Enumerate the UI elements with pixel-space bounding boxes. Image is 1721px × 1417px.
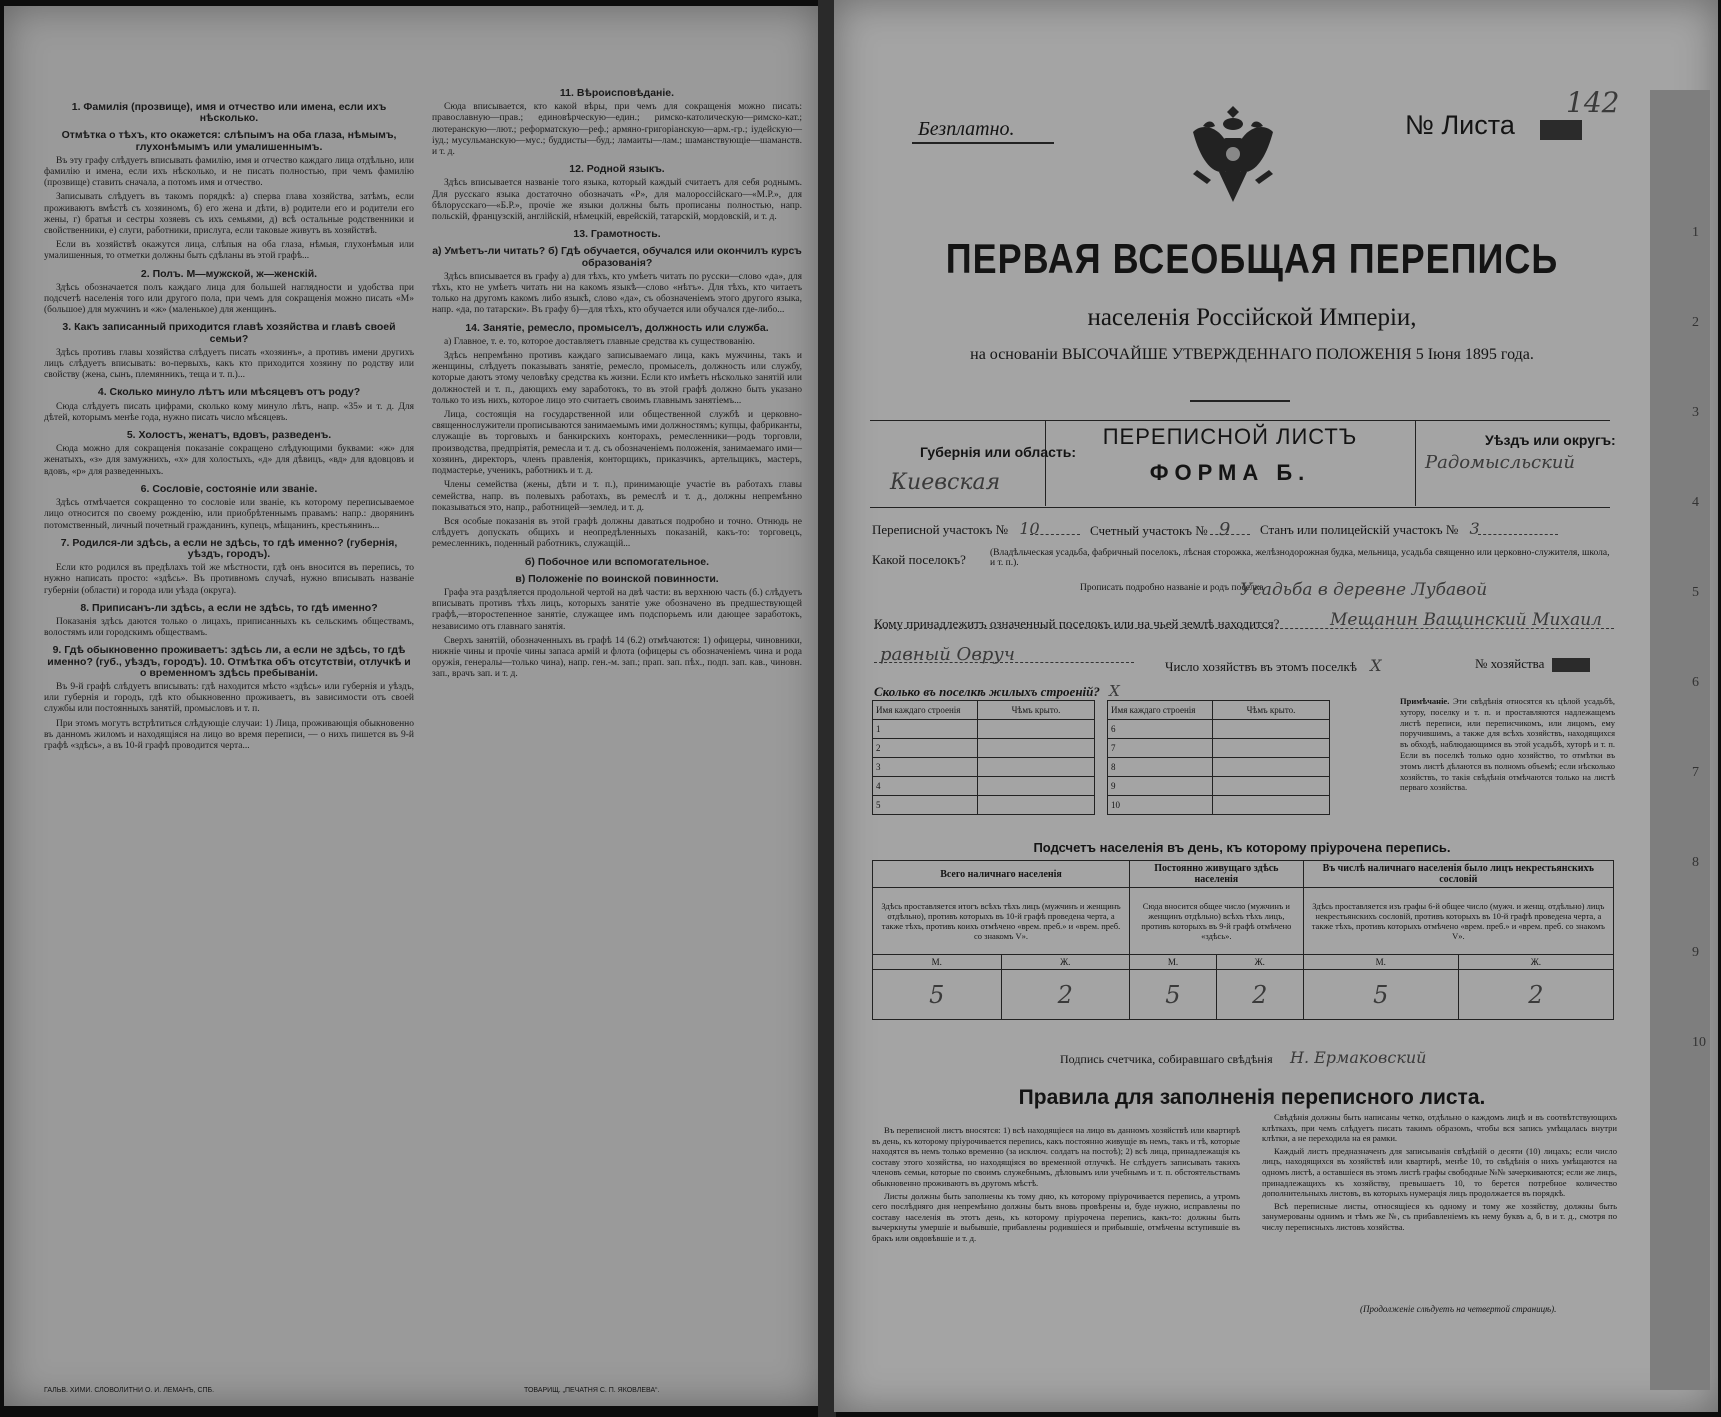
house-no: 4 bbox=[873, 777, 978, 796]
left-page bbox=[4, 6, 820, 1406]
underlying-page-edge bbox=[1650, 90, 1710, 1390]
signature-value: Н. Ермаковский bbox=[1290, 1048, 1427, 1067]
instruction-heading: 4. Сколько минуло лѣтъ или мѣсяцевъ отъ роду? bbox=[97, 386, 361, 399]
calc-header-non-peasant: Въ числѣ наличнаго населенія было лицъ некрестьянскихъ сословій bbox=[1303, 861, 1613, 888]
instruction-paragraph: Здѣсь вписывается въ графу а) для тѣхъ, кто умѣетъ читать по русски—слово «да», для тѣхъ, кто не умѣетъ читать ни на какомъ языкѣ—слово «нѣтъ». Для тѣхъ, кто читаетъ только на другомъ какомъ либо языкѣ, слово «да», съ обозначеніемъ этого другого языка, напр. «да, по татарски». Въ графу б)—для тѣхъ, кто обучается или обучался где-либо... bbox=[432, 271, 802, 316]
title-divider bbox=[1190, 400, 1290, 402]
house-roof bbox=[978, 796, 1095, 815]
house-no: 9 bbox=[1108, 777, 1213, 796]
calc-header-total: Всего наличнаго населенія bbox=[873, 861, 1130, 888]
instruction-heading: Отмѣтка о тѣхъ, кто окажется: слѣпымъ на оба глаза, нѣмымъ, глухонѣмымъ или умалишеннымъ. bbox=[61, 129, 397, 153]
instruction-paragraph: Члены семейства (жены, дѣти и т. п.), принимающіе участіе въ работахъ главы семейства, напр. въ полевыхъ работахъ, въ ремеслѣ и т. д., должны непремѣнно показываться это, напр., работницей—землед. и т. д. bbox=[432, 480, 802, 513]
resident-male-value: 5 bbox=[1130, 970, 1217, 1020]
instruction-paragraph: Сверхъ занятій, обозначенныхъ въ графѣ 14 (6.2) отмѣчаются: 1) офицеры, чиновники, нижніе чины и прочіе чины запаса армій и флота (офицеры съ обозначеніемъ чина и рода оружія, генералы—только чина), напр. ген.-м. зап.; прап. зап. пѣх., подп. зап. кав., чиновн. зап., врачъ зап. и т. д. bbox=[432, 635, 802, 680]
owner-value-2: равный Овруч bbox=[880, 644, 1015, 665]
house-roof bbox=[1213, 777, 1330, 796]
male-label: М. bbox=[873, 955, 1002, 970]
printer-footer-left: ГАЛЬВ. ХИМИ. СЛОВОЛИТНИ О. И. ЛЕМАНЪ, СПБ. bbox=[44, 1387, 215, 1394]
total-male-value: 5 bbox=[873, 970, 1002, 1020]
non-peasant-male-value: 5 bbox=[1303, 970, 1458, 1020]
houses-gap bbox=[1095, 796, 1108, 815]
male-label: М. bbox=[1130, 955, 1217, 970]
owner-label: Кому принадлежитъ означенный поселокъ или на чьей землѣ находится? bbox=[874, 616, 1280, 631]
house-roof bbox=[978, 720, 1095, 739]
house-roof bbox=[978, 777, 1095, 796]
underline bbox=[874, 662, 1134, 663]
instruction-paragraph: Записывать слѣдуетъ въ такомъ порядкѣ: а) сперва глава хозяйства, затѣмъ, если проживаютъ вмѣстѣ съ хозяиномъ, б) его жена и дѣти, в) родители его и родители его жены, г) братья и сестры хозяевъ съ ихъ семьями, д) всѣ остальные родственники и свойственники, е) слуги, работники, прислуга, если таковые живутъ въ хозяйствѣ. bbox=[44, 192, 414, 237]
census-district-field bbox=[872, 519, 1040, 538]
instruction-heading: 8. Приписанъ-ли здѣсь, а если не здѣсь, то гдѣ именно? bbox=[80, 601, 378, 614]
edge-row-number: 6 bbox=[1692, 675, 1699, 690]
subtitle-decree: на основаніи ВЫСОЧАЙШЕ УТВЕРЖДЕННАГО ПОЛОЖЕНІЯ 5 Іюня 1895 года. bbox=[970, 346, 1534, 363]
non-peasant-female-value: 2 bbox=[1458, 970, 1613, 1020]
main-title: ПЕРВАЯ ВСЕОБЩАЯ ПЕРЕПИСЬ bbox=[945, 234, 1559, 282]
instruction-paragraph: Въ эту графу слѣдуетъ вписывать фамилію, имя и отчество каждаго лица отдѣльно, или фамилію и имена, если ихъ нѣсколько, и не писать полностью, при чемъ фамилію (прозвище) ставить сначала, а потомъ имя и отчество. bbox=[44, 155, 414, 189]
edge-row-number: 4 bbox=[1692, 495, 1699, 510]
houses-gap bbox=[1095, 777, 1108, 796]
instruction-paragraph: Если въ хозяйствѣ окажутся лица, слѣпыя на оба глаза, нѣмыя, глухонѣмыя или умалишенныя, то отметки должны быть сдѣланы въ этой графѣ... bbox=[44, 240, 414, 262]
population-count-title: Подсчетъ населенія въ день, къ которому пріурочена перепись. bbox=[1033, 840, 1451, 855]
instruction-heading: 13. Грамотность. bbox=[573, 228, 661, 241]
house-no: 8 bbox=[1108, 758, 1213, 777]
sheet-number-stamp bbox=[1540, 120, 1582, 140]
houses-header-a: Имя каждаго строенія bbox=[1108, 701, 1213, 720]
instruction-paragraph: Если кто родился въ предѣлахъ той же мѣстности, гдѣ онъ вносится въ перепись, то нужно написать просто: «здѣсь». Въ противномъ случаѣ, нужно вписывать названіе губерніи (области) и города или уѣзда (округа). bbox=[44, 563, 414, 596]
instruction-paragraph: Графа эта раздѣляется продольной чертой на двѣ части: въ верхнюю часть (б.) слѣдуетъ вписывать противъ тѣхъ лицъ, которыхъ занятіе уже обозначено въ предшествующей графѣ,—второстепенное занятіе, служащее имъ подспорьемъ или дающее заработокъ, независимо отъ главнаго занятія. bbox=[432, 587, 802, 632]
farms-count-value: X bbox=[1370, 656, 1382, 675]
houses-gap bbox=[1095, 701, 1108, 720]
rules-paragraph: Свѣдѣнія должны быть написаны четко, отдѣльно о каждомъ лицѣ и въ соотвѣтствующихъ клѣткахъ, при чемъ слѣдуетъ писать такимъ образомъ, чтобы вся запись умѣщалась внутри клѣтки, а не переходила на ея рамки. bbox=[1262, 1112, 1617, 1144]
header-divider-right bbox=[1415, 420, 1416, 506]
rules-paragraph: Всѣ переписные листы, относящіеся къ одному и тому же хозяйству, должны быть занумерованы однимъ и тѣмъ же №, съ прибавленіемъ къ нему буквъ а, б, в и т. д., смотря по числу переписныхъ листовъ хозяйства. bbox=[1262, 1200, 1617, 1232]
free-underline bbox=[912, 142, 1054, 144]
instruction-heading: 9. Гдѣ обыкновенно проживаетъ: здѣсь ли, а если не здѣсь, то гдѣ именно? (губ., уѣздъ, городъ). 10. Отмѣтка объ отсутствіи, отлучкѣ и о временномъ здѣсь пребываніи. bbox=[47, 644, 411, 679]
instruction-heading: 7. Родился-ли здѣсь, а если не здѣсь, то гдѣ именно? (губернія, уѣздъ, городъ). bbox=[60, 536, 398, 560]
house-no: 5 bbox=[873, 796, 978, 815]
farms-count-label: Число хозяйствъ въ этомъ поселкѣ bbox=[1165, 659, 1357, 674]
settlement-value: Усадьба в деревне Лубавой bbox=[1240, 580, 1488, 600]
calc-desc-total: Здѣсь проставляется итогъ всѣхъ тѣхъ лицъ (мужчинъ и женщинъ отдѣльно), противъ которыхъ въ 10-й графѣ проведена черта, а также тѣхъ, противъ коихъ отмѣчено «врем. преб.» и «врем. преб. со знакомъ V». bbox=[873, 888, 1130, 955]
stan-label: Станъ или полицейскій участокъ № bbox=[1260, 522, 1459, 537]
settlement-hint: (Владѣльческая усадьба, фабричный поселокъ, лѣсная сторожка, желѣзнодорожная будка, мельница, усадьба священно или церковно-служителя, школа, и т. п.). bbox=[990, 548, 1610, 568]
houses-gap bbox=[1095, 739, 1108, 758]
instruction-heading: 3. Какъ записанный приходится главѣ хозяйства и главѣ своей семьи? bbox=[62, 321, 396, 345]
underline bbox=[1030, 534, 1080, 535]
instruction-paragraph: Показанія здѣсь даются только о лицахъ, приписанныхъ къ сельскимъ обществамъ, волостямъ или городскимъ обществамъ. bbox=[44, 616, 414, 639]
house-no: 1 bbox=[873, 720, 978, 739]
female-label: Ж. bbox=[1001, 955, 1130, 970]
houses-gap bbox=[1095, 720, 1108, 739]
underline bbox=[1210, 534, 1250, 535]
male-label: М. bbox=[1303, 955, 1458, 970]
census-district-label: Переписной участокъ № bbox=[872, 522, 1009, 537]
instructions-column-2 bbox=[432, 82, 802, 684]
instruction-heading: 6. Сословіе, состояніе или званіе. bbox=[140, 482, 318, 495]
note-text: Эти свѣдѣнія относятся къ цѣлой усадьбѣ, хутору, поселку и т. п. и проставляются надлежащемъ листѣ переписи, или переписчикомъ, или лицомъ, ему поручившимъ, а также для всѣхъ хозяйствъ, находящихся въ обходѣ, наблюдающимся въ этой усадьбѣ, хуторѣ и т. п. Если въ поселкѣ только одно хозяйство, то отмѣтки въ этомъ листѣ дѣлаются въ полномъ объемѣ; если нѣсколько хозяйствъ, то такія свѣдѣнія отмѣчаются только на листѣ перваго хозяйства. bbox=[1400, 696, 1616, 793]
edge-row-number: 1 bbox=[1692, 225, 1699, 240]
house-roof bbox=[1213, 720, 1330, 739]
houses-gap bbox=[1095, 758, 1108, 777]
count-district-label: Счетный участокъ № bbox=[1090, 523, 1208, 538]
houses-header-b: Чѣмъ крыто. bbox=[1213, 701, 1330, 720]
resident-female-value: 2 bbox=[1216, 970, 1303, 1020]
rules-paragraph: Въ переписной листъ вносятся: 1) всѣ находящіеся на лицо въ данномъ хозяйствѣ или квартирѣ въ день, къ которому пріурочивается перепись, какъ постоянно живущіе въ немъ, такъ и тѣ, которые находятся въ немъ только временно (за исключ. солдатъ на постоѣ); 2) всѣ лица, принадлежащія къ составу этого хозяйства, но находящіяся во временной отлучкѣ. Не слѣдуетъ записывать такихъ членовъ семьи, которые по своимъ служебнымъ, дѣловымъ или учебнымъ и т. п. обстоятельствамъ обыкновенно проживаютъ въ другомъ мѣстѣ. bbox=[872, 1125, 1240, 1188]
form-title: ПЕРЕПИСНОЙ ЛИСТЪ bbox=[1102, 424, 1358, 449]
instruction-paragraph: Вся особые показанія въ этой графѣ должны даваться подробно и точно. Отнюдь не слѣдуетъ допускать общихъ и неопредѣленныхъ показаній, какъ-то: торговецъ, ремесленникъ, поденный работникъ, служащій... bbox=[432, 516, 802, 550]
house-no: 10 bbox=[1108, 796, 1213, 815]
instruction-paragraph: Сюда можно для сокращенія показаніе сокращено слѣдующими буквами: «ж» для женатыхъ, «з» для замужнихъ, «х» для холостыхъ, «д» для дѣвицъ, «вд» для вдовцовъ и вдовъ, «р» для разведенныхъ. bbox=[44, 444, 414, 477]
rules-paragraph: Листы должны быть заполнены къ тому дню, къ которому пріурочивается перепись, а утромъ сего послѣдняго дня непремѣнно должны быть вновь провѣрены и, буде нужно, исправлены по составу населенія въ этотъ день, къ которому пріурочена перепись, какъ-то: должны быть вычеркнуты умершіе и выбывшіе, прибавлены родившіеся и прибывшіе, отмѣчены вступившіе въ бракъ или овдовѣвшіе и т. д. bbox=[872, 1190, 1240, 1243]
farm-number-label: № хозяйства bbox=[1475, 656, 1545, 671]
house-no: 7 bbox=[1108, 739, 1213, 758]
province-value: Киевская bbox=[890, 470, 1001, 495]
count-district-value: 9 bbox=[1218, 519, 1231, 540]
house-roof bbox=[1213, 739, 1330, 758]
count-district-field bbox=[1090, 519, 1230, 540]
rules-title: Правила для заполненія переписного листа. bbox=[1018, 1086, 1486, 1109]
edge-row-number: 7 bbox=[1692, 765, 1699, 780]
instruction-paragraph: Здѣсь обозначается полъ каждаго лица для большей наглядности и удобства при подсчетѣ населенія того или другого пола, при чемъ для сокращенія можно писать «М» (большое) для мужчинъ и «ж» (маленькое) для женщинъ. bbox=[44, 282, 414, 316]
stan-value: 3 bbox=[1469, 519, 1480, 538]
census-district-value: 10 bbox=[1019, 519, 1040, 538]
buildings-field bbox=[874, 682, 1120, 700]
house-roof bbox=[1213, 758, 1330, 777]
calc-desc-resident: Сюда вносится общее число (мужчинъ и женщинъ отдѣльно) всѣхъ тѣхъ лицъ, противъ которыхъ въ 9-й графѣ отмѣчено «здѣсь». bbox=[1130, 888, 1304, 955]
instruction-heading: 1. Фамилія (прозвище), имя и отчество или имена, если ихъ нѣсколько. bbox=[71, 101, 387, 125]
houses-header-b: Чѣмъ крыто. bbox=[978, 701, 1095, 720]
subtitle-empire: населенія Россійской Имперіи, bbox=[1087, 304, 1417, 331]
rules-column-left bbox=[872, 1125, 1240, 1246]
instruction-heading: 2. Полъ. М—мужской, ж—женскій. bbox=[140, 267, 318, 280]
buildings-label: Сколько въ поселкѣ жилыхъ строеній? bbox=[874, 684, 1100, 699]
edge-row-number: 8 bbox=[1692, 855, 1699, 870]
instruction-heading: 11. Вѣроисповѣданіе. bbox=[559, 87, 675, 99]
form-name: ФОРМА Б. bbox=[1149, 460, 1311, 485]
instructions-column-1 bbox=[44, 96, 414, 755]
farm-number-stamp bbox=[1552, 658, 1590, 672]
settlement-hint-2: Прописать подробно названіе и родъ поселка bbox=[1080, 583, 1264, 593]
buildings-table bbox=[872, 700, 1330, 815]
edge-row-number: 3 bbox=[1692, 405, 1699, 420]
edge-row-number: 2 bbox=[1692, 315, 1699, 330]
signature-label: Подпись счетчика, собиравшаго свѣдѣнія bbox=[1060, 1052, 1273, 1066]
rules-paragraph: Каждый листъ предназначенъ для записыванія свѣдѣній о десяти (10) лицахъ; если число лицъ, находящихся въ хозяйствѣ или квартирѣ, менѣе 10, то свѣдѣнія о нихъ умѣщаются на одномъ листѣ, а оставшіеся въ этомъ листѣ графы свободные №№ зачеркиваются; если же лицъ, принадлежащихъ къ хозяйству, превышаетъ 10, то берется потребное количество дополнительныхъ листовъ, въ которыхъ нумерація лицъ продолжается въ порядкѣ. bbox=[1262, 1145, 1617, 1199]
instruction-paragraph: Здѣсь противъ главы хозяйства слѣдуетъ писать «хозяинъ», а противъ имени другихъ лицъ слѣдуетъ вписывать: во-первыхъ, какъ кто приходится хозяину по родству или свойству (жена, сынъ, племянникъ, теща и т. п.)... bbox=[44, 347, 414, 381]
instruction-heading: в) Положеніе по воинской повинности. bbox=[515, 572, 719, 585]
header-divider-left bbox=[1045, 420, 1046, 506]
uezd-label: Уѣздъ или округъ: bbox=[1485, 432, 1616, 448]
settlement-label: Какой поселокъ? bbox=[872, 552, 966, 567]
stan-field bbox=[1260, 519, 1480, 538]
instruction-paragraph: а) Главное, т. е. то, которое доставляетъ главные средства къ существованію. bbox=[444, 336, 755, 347]
instruction-heading: 14. Занятіе, ремесло, промыселъ, должность или служба. bbox=[465, 321, 769, 334]
instruction-heading: 12. Родной языкъ. bbox=[569, 163, 665, 176]
instruction-heading: б) Побочное или вспомогательное. bbox=[524, 555, 710, 568]
sheet-number-handwritten: 142 bbox=[1566, 86, 1620, 119]
instruction-heading: 5. Холостъ, женатъ, вдовъ, разведенъ. bbox=[126, 429, 332, 442]
instruction-paragraph: Сюда вписывается, кто какой вѣры, при чемъ для сокращенія можно писать: православную—прав.; единовѣрческую—един.; римско-католическую—римско-кат.; лютеранскую—лют.; реформатскую—реф.; армяно-григоріанскую—арм.-гр.; іудейскую—іуд.; мусульманскую—мус.; буддисты—буд.; ламаиты—лам.; шаманствующіе—шаманств. и т. д. bbox=[432, 102, 802, 158]
farm-number-field bbox=[1475, 656, 1590, 672]
instruction-paragraph: Здѣсь отмѣчается сокращенно то сословіе или званіе, къ которому переписываемое лицо относится по своему рожденію, или приобрѣтеннымъ правамъ: напр.: дворянинъ потомственный, личный почетный гражданинъ, купецъ, мѣщанинъ, крестьянинъ... bbox=[44, 498, 414, 531]
instruction-paragraph: При этомъ могутъ встрѣтиться слѣдующіе случаи: 1) Лица, проживающія обыкновенно въ данномъ жиломъ и находящіяся на лицо во время переписи, — о нихъ пишется въ 9-й графѣ «здѣсь», а въ 10-й графѣ проводится черта... bbox=[44, 718, 414, 751]
continued-note: (Продолженіе слѣдуетъ на четвертой страницѣ). bbox=[1360, 1304, 1557, 1314]
house-no: 6 bbox=[1108, 720, 1213, 739]
farms-count-field bbox=[1165, 656, 1382, 675]
houses-header-a: Имя каждаго строенія bbox=[873, 701, 978, 720]
instruction-heading: а) Умѣетъ-ли читать? б) Гдѣ обучается, обучался или окончилъ курсъ образованія? bbox=[432, 245, 802, 269]
imperial-eagle-icon bbox=[1183, 102, 1283, 210]
house-no: 3 bbox=[873, 758, 978, 777]
calc-header-resident: Постоянно живущаго здѣсь населенія bbox=[1130, 861, 1304, 888]
house-roof bbox=[978, 758, 1095, 777]
printer-footer-right: ТОВАРИЩ. „ПЕЧАТНЯ С. П. ЯКОВЛЕВА“. bbox=[524, 1387, 660, 1394]
instruction-paragraph: Здѣсь вписывается названіе того языка, который каждый считаетъ для себя роднымъ. Для русскаго языка достаточно обозначать «Р», для малороссійскаго—«М.Р.», для бѣлорусскаго—«Б.Р.», прочіе же языки должны быть прописаны полностью, напр. польскій, французскій, англійскій, нѣмецкій, еврейскій, татарскій, мордовскій, и т. д. bbox=[432, 178, 802, 223]
underline bbox=[1478, 534, 1558, 535]
note-block bbox=[1400, 696, 1615, 793]
female-label: Ж. bbox=[1458, 955, 1613, 970]
province-label: Губернія или область: bbox=[920, 444, 1077, 460]
free-label: Безплатно. bbox=[918, 118, 1015, 140]
female-label: Ж. bbox=[1216, 955, 1303, 970]
population-count-table bbox=[872, 860, 1614, 1020]
instruction-paragraph: Здѣсь непремѣнно противъ каждаго записываемаго лица, какъ мужчины, такъ и женщины, слѣдуетъ показывать занятіе, ремесло, промыселъ, должность или службу, которые даютъ этому человѣку средства къ жизни. Если кто имѣетъ нѣсколько занятій или должностей и т. п., дающихъ ему заработокъ, то въ этой графѣ должно быть указано только то изъ нихъ, которое лицо это считаетъ своимъ главнымъ занятіемъ... bbox=[432, 351, 802, 406]
uezd-value: Радомысльский bbox=[1425, 452, 1576, 473]
calc-desc-non-peasant: Здѣсь проставляется изъ графы 6-й общее число (мужч. и женщ. отдѣльно) лицъ некрестьянскихъ сословій, противъ которыхъ въ 10-й графѣ проведена черта, а также тѣхъ, противъ которыхъ отмѣчено «врем. преб.» и «врем. преб. со знакомъ V». bbox=[1303, 888, 1613, 955]
total-female-value: 2 bbox=[1001, 970, 1130, 1020]
instruction-paragraph: Лица, состоящія на государственной или общественной службѣ и церковно-священнослужители прописываются занимаемымъ ими должностямъ; купцы, фабриканты, служащіе въ торговыхъ и банкирскихъ конторахъ, ремесленники—родъ торговли, производства, предпріятія, ремесла и т. д. съ обозначеніемъ положенія, занимаемаго ими—хозяинъ, директоръ, членъ правленія, конторщикъ, приказчикъ, артельщикъ, мастеръ, подмастерье, ученикъ, работникъ и т. д. bbox=[432, 410, 802, 477]
instruction-paragraph: Сюда слѣдуетъ писать цифрами, сколько кому минуло лѣтъ, напр. «35» и т. д. Для дѣтей, которымъ менѣе года, нужно писать число мѣсяцевъ. bbox=[44, 401, 414, 423]
sheet-number-label: № Листа bbox=[1405, 110, 1515, 140]
house-roof bbox=[1213, 796, 1330, 815]
edge-row-number: 9 bbox=[1692, 945, 1699, 960]
note-title: Примѣчаніе. bbox=[1400, 696, 1450, 706]
house-roof bbox=[978, 739, 1095, 758]
rules-column-right bbox=[1262, 1112, 1617, 1235]
edge-row-number: 10 bbox=[1692, 1035, 1706, 1050]
edge-row-number: 5 bbox=[1692, 585, 1699, 600]
owner-value: Мещанин Ващинский Михаил bbox=[1330, 610, 1602, 630]
house-no: 2 bbox=[873, 739, 978, 758]
instruction-paragraph: Въ 9-й графѣ слѣдуетъ вписывать: гдѣ находится мѣсто «здѣсь» или губернія и уѣздъ, или губернія и городъ, гдѣ кто обыкновенно проживаетъ, въ зависимости отъ своей службы или постоянныхъ занятій, промысловъ и т. п. bbox=[44, 681, 414, 715]
buildings-value: X bbox=[1109, 682, 1120, 700]
